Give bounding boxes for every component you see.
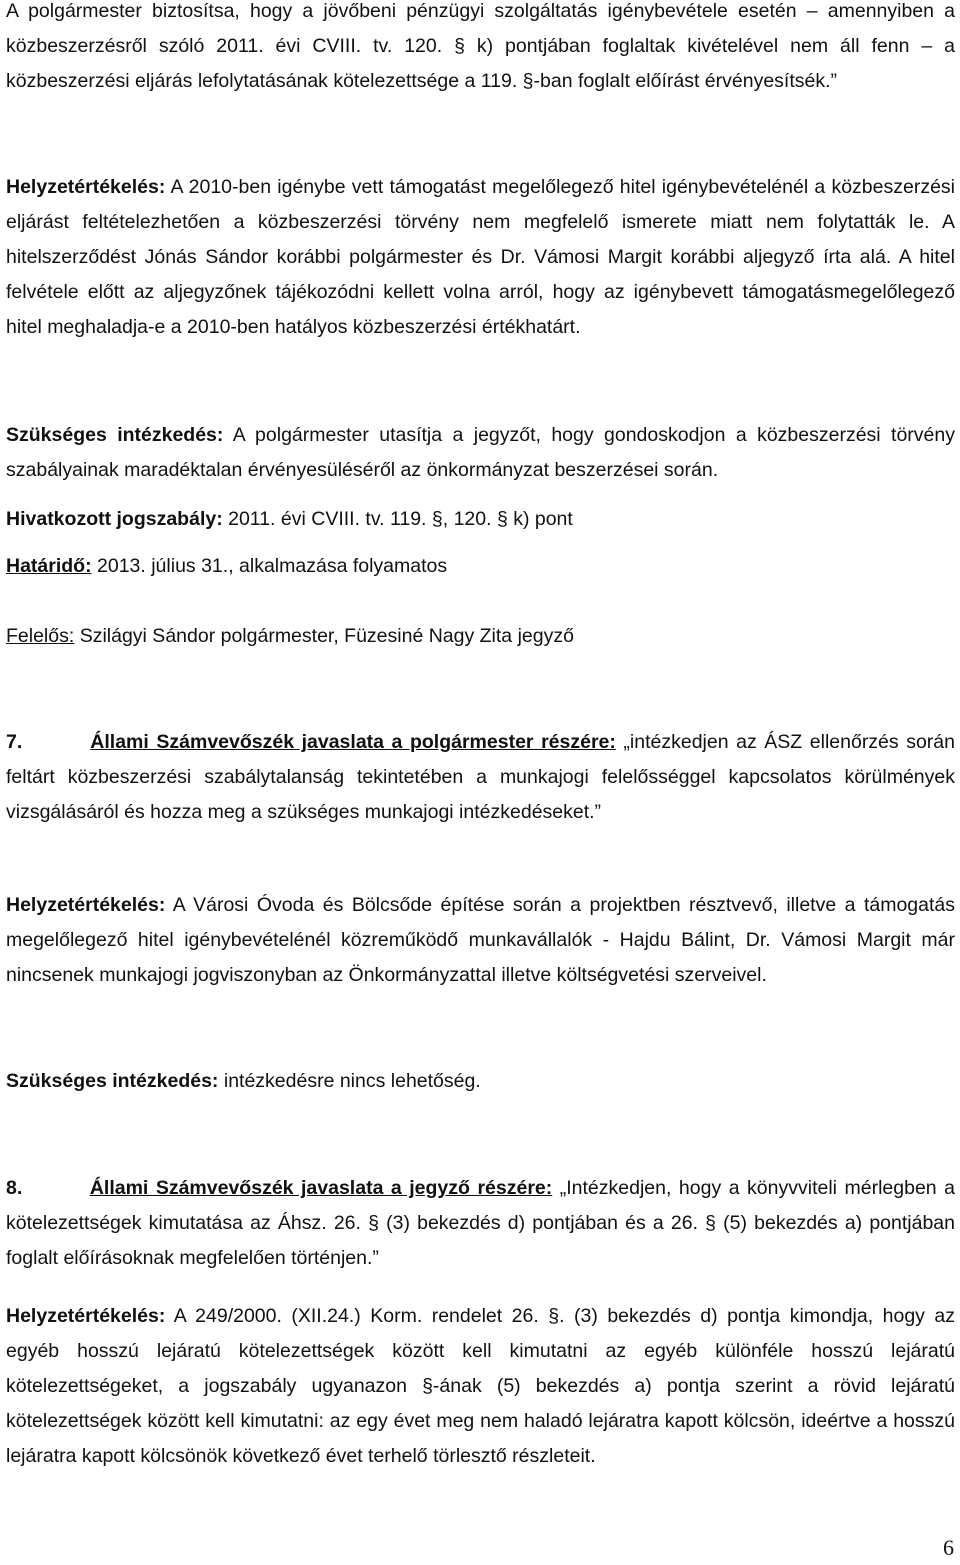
- assessment-text: A 2010-ben igénybe vett támogatást megelőlegező hitel igénybevételénél a közbeszerzési eljárást feltételezhetően a közbeszerzési törvény nem megfelelő ismerete miatt nem folytatták le. A hitelszerződést Jónás Sándor korábbi polgármester és Dr. Vámosi Margit korábbi aljegyző írta alá. A hitel felvétele előtt az aljegyzőnek tájékozódni kellett volna arról, hogy az igénybevett támogatásmegelőlegező hitel meghaladja-e a 2010-ben hatályos közbeszerzési értékhatárt.: [6, 176, 955, 338]
- item-8-text: „Intézkedjen, hogy a könyvviteli mérlegben a kötelezettségek kimutatása az Áhsz. 26. § (3) bekezdés d) pontjában és a 26. § (5) bekezdés a) pontjában foglalt előírásoknak megfelelően történjen.”: [6, 1177, 955, 1269]
- item-8-number: 8.: [6, 1177, 23, 1199]
- item-8-assessment-label: Helyzetértékelés:: [6, 1305, 166, 1327]
- item-7-measure: [6, 1064, 955, 1099]
- page-number: 6: [943, 1535, 954, 1560]
- law-line: [6, 502, 955, 537]
- measure-text: A polgármester utasítja a jegyzőt, hogy gondoskodjon a közbeszerzési törvény szabályainak maradéktalan érvényesüléséről az önkormányzat beszerzései során.: [6, 424, 955, 481]
- deadline-label: Határidő:: [6, 555, 92, 577]
- deadline-line: [6, 549, 955, 584]
- item-8-heading: Állami Számvevőszék javaslata a jegyző részére:: [89, 1177, 553, 1199]
- responsible-text: Szilágyi Sándor polgármester, Füzesiné Nagy Zita jegyző: [74, 625, 574, 647]
- item-7-assessment-label: Helyzetértékelés:: [6, 894, 166, 916]
- responsible-label: Felelős:: [6, 625, 75, 647]
- item-7-recommendation: [6, 725, 955, 830]
- item-7-measure-text: intézkedésre nincs lehetőség.: [218, 1070, 481, 1092]
- assessment-label: Helyzetértékelés:: [6, 176, 166, 198]
- item-8-assessment: [6, 1299, 955, 1474]
- item-7-measure-label: Szükséges intézkedés:: [6, 1070, 219, 1092]
- measure-paragraph-1: [6, 418, 955, 488]
- intro-text: A polgármester biztosítsa, hogy a jövőbeni pénzügyi szolgáltatás igénybevétele esetén – amennyiben a közbeszerzésről szóló 2011. évi CVIII. tv. 120. § k) pontjában foglaltak kivételével nem áll fenn – a közbeszerzési eljárás lefolytatásának kötelezettsége a 119. §-ban foglalt előírást érvényesítsék.”: [6, 0, 955, 92]
- item-8-recommendation: [6, 1171, 955, 1276]
- measure-label: Szükséges intézkedés:: [6, 424, 224, 446]
- item-7-assessment: [6, 888, 955, 993]
- item-7-text: „intézkedjen az ÁSZ ellenőrzés során feltárt közbeszerzési szabálytalanság tekintetében a munkajogi felelősséggel kapcsolatos körülmények vizsgálásáról és hozza meg a szükséges munkajogi intézkedéseket.”: [6, 731, 955, 823]
- law-label: Hivatkozott jogszabály:: [6, 508, 223, 530]
- item-7-heading: Állami Számvevőszék javaslata a polgármester részére:: [90, 731, 616, 753]
- law-text: 2011. évi CVIII. tv. 119. §, 120. § k) pont: [222, 508, 573, 530]
- assessment-paragraph-1: [6, 170, 955, 345]
- deadline-text: 2013. július 31., alkalmazása folyamatos: [91, 555, 448, 577]
- item-7-assessment-text: A Városi Óvoda és Bölcsőde építése során a projektben résztvevő, illetve a támogatás megelőlegező hitel igénybevételénél közreműködő munkavállalók - Hajdu Bálint, Dr. Vámosi Margit már nincsenek munkajogi jogviszonyban az Önkormányzattal illetve költségvetési szerveivel.: [6, 894, 955, 986]
- responsible-line: [6, 619, 955, 654]
- item-8-assessment-text: A 249/2000. (XII.24.) Korm. rendelet 26. §. (3) bekezdés d) pontja kimondja, hogy az egyéb hosszú lejáratú kötelezettségek között kell kimutatni az egyéb különféle hosszú lejáratú kötelezettségeket, a jogszabály ugyanazon §-ának (5) bekezdés a) pontja szerint a rövid lejáratú kötelezettségek között kell kimutatni: az egy évet meg nem haladó lejáratra kapott kölcsön, ideértve a hosszú lejáratra kapott kölcsönök következő évet terhelő törlesztő részleteit.: [6, 1305, 955, 1467]
- item-7-number: 7.: [6, 731, 23, 753]
- intro-paragraph: [6, 0, 955, 99]
